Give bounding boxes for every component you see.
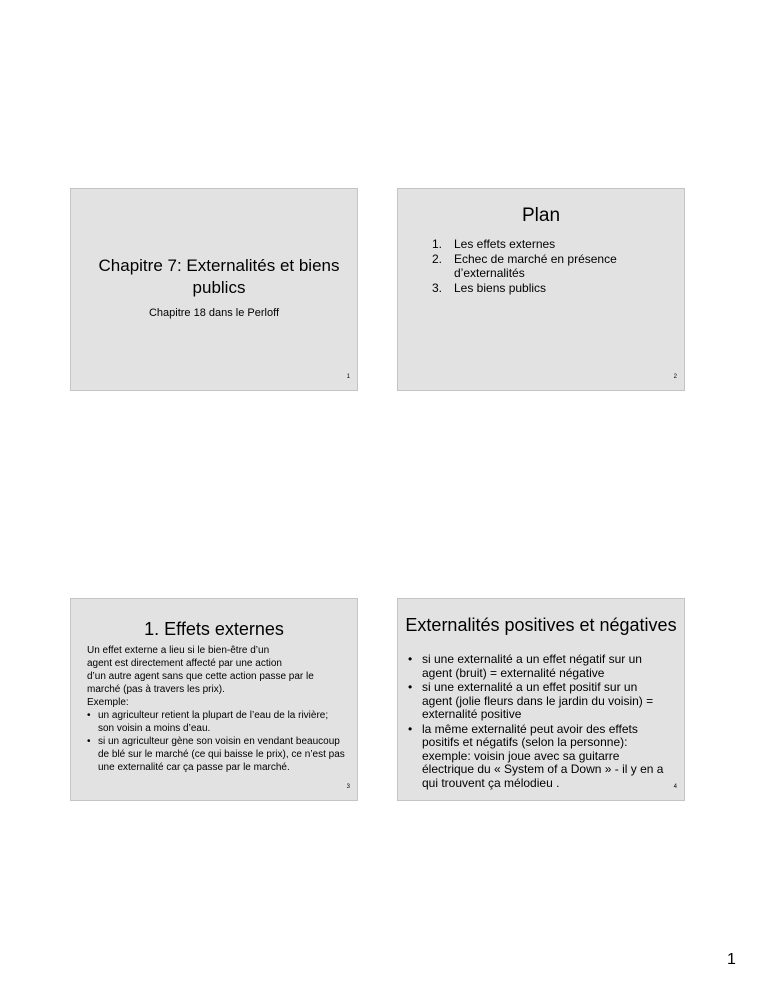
slide-title: 1. Effets externes — [144, 619, 284, 639]
definition-line: Un effet externe a lieu si le bien-être d’un — [87, 645, 270, 656]
definition-line: agent est directement affecté par une action — [87, 658, 282, 669]
slide-title: Chapitre 7: Externalités et biens publics — [98, 256, 340, 297]
slide-subtitle: Chapitre 18 dans le Perloff — [148, 307, 280, 319]
list-item — [432, 252, 674, 281]
list-item — [432, 237, 674, 252]
definition-line: marché (pas à travers les prix). — [87, 684, 225, 695]
item-number: 2. — [432, 251, 443, 266]
slide-number: 3 — [346, 784, 350, 790]
item-text: Les biens publics — [454, 280, 547, 295]
item-number: 1. — [432, 237, 443, 251]
list-item — [432, 281, 674, 296]
bullet-list — [408, 653, 670, 791]
slide-number: 2 — [673, 374, 677, 380]
slide-number: 1 — [346, 374, 350, 380]
slide-4 — [397, 598, 685, 801]
slide-title: Externalités positives et négatives — [405, 615, 677, 635]
slide-1 — [70, 188, 358, 391]
plan-list — [432, 237, 674, 295]
slide-title: Plan — [521, 205, 561, 226]
list-item: • si une externalité a un effet négatif sur un agent (bruit) = externalité négative — [408, 653, 670, 680]
item-text: Echec de marché en présence d’externalités — [454, 251, 617, 280]
list-item: • un agriculteur retient la plupart de l’eau de la rivière; son voisin a moins d’eau. — [87, 709, 345, 735]
slide-body — [87, 644, 345, 774]
bullet-list — [87, 709, 345, 774]
page-number: 1 — [727, 951, 736, 968]
list-item: • si un agriculteur gène son voisin en vendant beaucoup de blé sur le marché (ce qui baisse le prix), ce n’est pas une externalité car ça passe par le marché. — [87, 735, 345, 774]
list-item: • la même externalité peut avoir des effets positifs et négatifs (selon la personne): exemple: voisin joue avec sa guitarre électrique du « System of a Down » - il y en a qui trouvent ça mélodieu . — [408, 723, 670, 791]
definition-line: d’un autre agent sans que cette action passe par le — [87, 671, 314, 682]
list-item: • si une externalité a un effet positif sur un agent (jolie fleurs dans le jardin du voisin) = externalité positive — [408, 681, 670, 722]
item-text: Les effets externes — [454, 237, 556, 251]
item-number: 3. — [432, 280, 443, 295]
slide-3 — [70, 598, 358, 801]
slide-number: 4 — [673, 784, 677, 790]
example-label: Exemple: — [87, 697, 129, 708]
slide-2 — [397, 188, 685, 391]
